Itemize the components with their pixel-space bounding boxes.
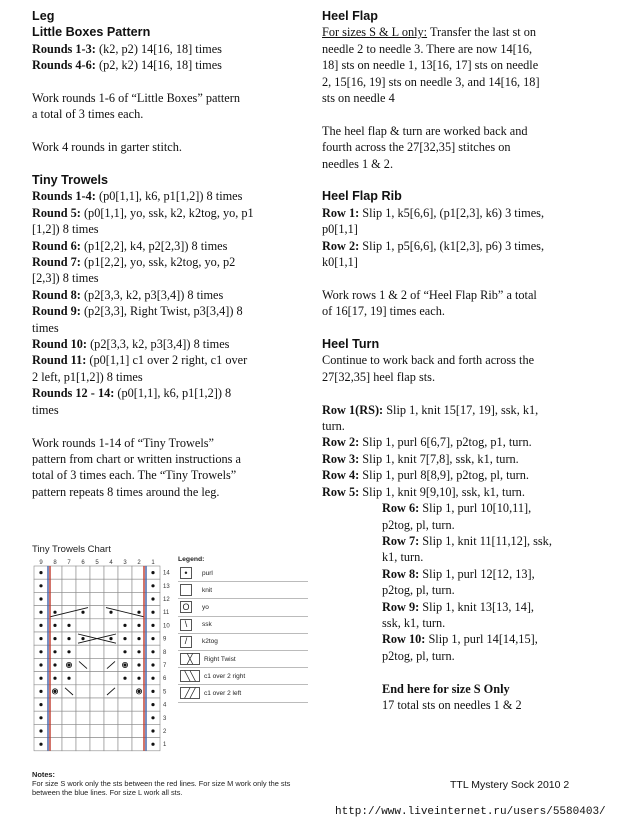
row-number: 5	[163, 689, 167, 696]
purl-mark	[67, 677, 70, 680]
chart-cell	[90, 579, 104, 592]
legend-item	[178, 565, 308, 582]
tt-rounds	[32, 188, 300, 418]
legend-item	[178, 651, 308, 668]
column-number: 8	[53, 560, 57, 566]
chart-cell	[104, 592, 118, 605]
tt-round	[32, 385, 300, 401]
purl-mark	[39, 703, 42, 706]
purl-mark	[137, 690, 140, 693]
chart-cell	[104, 579, 118, 592]
tt-round	[32, 287, 300, 303]
heel-turn-heading: Heel Turn	[322, 337, 380, 352]
purl-mark	[53, 690, 56, 693]
purl-mark	[39, 637, 42, 640]
c1-over-2-right-icon: ╲╲	[180, 670, 200, 682]
column-number: 9	[39, 560, 43, 566]
ht-row-label: Row 9:	[382, 599, 420, 614]
chart-cell	[62, 724, 76, 737]
tt-work-line: total of 3 times each. The “Tiny Trowels”	[32, 468, 237, 483]
row-number: 3	[163, 715, 167, 722]
ht-row-text: Slip 1, purl 6[6,7], p2tog, p1, turn.	[359, 435, 532, 450]
chart-cell	[62, 566, 76, 579]
chart-cell	[104, 738, 118, 751]
tt-round-cont: [2,3]) 8 times	[32, 271, 99, 286]
purl-mark	[53, 677, 56, 680]
purl-mark	[53, 650, 56, 653]
tt-round-label: Round 5:	[32, 205, 81, 220]
tt-round-cont: 2 left, p1[1,2]) 8 times	[32, 369, 143, 384]
ht-row	[322, 467, 590, 483]
purl-mark	[39, 611, 42, 614]
chart-cell	[62, 738, 76, 751]
page-footer: TTL Mystery Sock 2010 2	[450, 779, 570, 791]
lb-round-1-text: (k2, p2) 14[16, 18] times	[95, 41, 222, 56]
row-number: 7	[163, 663, 167, 669]
purl-mark	[39, 716, 42, 719]
tt-round	[32, 254, 300, 270]
chart-cell	[76, 592, 90, 605]
purl-mark	[123, 624, 126, 627]
purl-mark	[151, 597, 154, 600]
chart-cell	[118, 724, 132, 737]
end-size-s-heading: End here for size S Only	[382, 681, 510, 696]
ht-row-cont: p2tog, pl, turn.	[382, 583, 455, 598]
hf-sizes-note: For sizes S & L only:	[322, 25, 428, 40]
tt-round-text: (p2[3,3, k2, p3[3,4]) 8 times	[80, 287, 224, 302]
chart-cell	[118, 698, 132, 711]
ht-row-cont: p2tog, pl, turn.	[382, 648, 455, 663]
purl-mark	[151, 624, 154, 627]
chart-cell	[90, 685, 104, 698]
legend-label: c1 over 2 left	[204, 689, 242, 697]
ht-row-label: Row 10:	[382, 632, 426, 647]
row-number: 11	[163, 610, 170, 617]
chart-title: Tiny Trowels Chart	[32, 544, 111, 555]
purl-mark	[39, 571, 42, 574]
c1-over-2-left-icon: ╱╱	[180, 687, 200, 699]
hf-line: 2, 15[16, 19] sts on needle 3, and 14[16, 18]	[322, 74, 540, 89]
chart-cell	[104, 698, 118, 711]
legend-title: Legend:	[178, 556, 205, 563]
tt-round-text: (p1[2,2], k4, p2[2,3]) 8 times	[80, 238, 228, 253]
chart-cell	[90, 619, 104, 632]
column-number: 1	[151, 560, 155, 566]
purl-mark	[39, 690, 42, 693]
ht-row-text: Slip 1, knit 11[11,12], ssk,	[419, 533, 552, 548]
hf-first-text: Transfer the last st on	[427, 25, 537, 40]
tt-round-text: (p2[3,3, k2, p3[3,4]) 8 times	[87, 337, 230, 352]
tt-round-label: Rounds 12 - 14:	[32, 386, 115, 401]
chart-cell	[104, 619, 118, 632]
legend-rows	[178, 565, 308, 703]
purl-mark	[39, 743, 42, 746]
purl-mark	[39, 597, 42, 600]
legend-label: Right Twist	[204, 655, 236, 663]
legend-label: yo	[202, 603, 209, 611]
purl-mark	[53, 637, 56, 640]
ht-row	[382, 566, 590, 582]
row-number: 2	[163, 729, 167, 735]
purl-mark	[67, 624, 70, 627]
ht-row	[322, 434, 590, 450]
chart-cell	[90, 698, 104, 711]
tt-round	[32, 188, 300, 204]
chart-cell	[118, 685, 132, 698]
chart-cell	[62, 592, 76, 605]
chart-cell	[90, 672, 104, 685]
lb-round-2	[32, 57, 300, 73]
tt-round	[32, 238, 300, 254]
legend-item	[178, 617, 308, 634]
row-number: 9	[163, 636, 167, 643]
purl-mark	[81, 637, 84, 640]
chart-cell	[90, 592, 104, 605]
ht-row-text: Slip 1, knit 7[7,8], ssk, k1, turn.	[359, 451, 519, 466]
tt-round	[32, 352, 300, 368]
ht-row	[322, 402, 590, 418]
ht-row-label: Row 1(RS):	[322, 402, 384, 417]
chart-cell	[104, 672, 118, 685]
lb-work-line-1: Work rounds 1-6 of “Little Boxes” pattern	[32, 91, 241, 106]
ht-row-cont: k1, turn.	[382, 550, 424, 565]
chart-cell	[76, 566, 90, 579]
tt-round-label: Rounds 1-4:	[32, 189, 96, 204]
chart-cell	[90, 566, 104, 579]
purl-mark	[151, 650, 154, 653]
ht-row-cont: p2tog, pl, turn.	[382, 517, 455, 532]
column-number: 3	[123, 560, 127, 566]
legend-label: c1 over 2 right	[204, 672, 246, 680]
purl-mark	[123, 650, 126, 653]
purl-mark	[137, 624, 140, 627]
purl-mark	[39, 650, 42, 653]
ht-row-label: Row 4:	[322, 468, 360, 483]
ht-row-text: Slip 1, purl 12[12, 13],	[419, 566, 535, 581]
row-number: 13	[163, 583, 170, 590]
chart-cell	[90, 724, 104, 737]
hfr-row-text: Slip 1, k5[6,6], (p1[2,3], k6) 3 times,	[359, 205, 545, 220]
tt-round-label: Round 8:	[32, 287, 81, 302]
tt-round-label: Round 11:	[32, 353, 87, 368]
hfr-work-line: Work rows 1 & 2 of “Heel Flap Rib” a total	[322, 287, 537, 302]
legend-label: k2tog	[202, 638, 218, 646]
leg-heading: Leg	[32, 9, 55, 23]
column-number: 2	[137, 560, 141, 566]
chart-cell	[62, 711, 76, 724]
chart-legend	[178, 556, 308, 703]
purl-mark	[39, 729, 42, 732]
ht-row-text: Slip 1, knit 9[9,10], ssk, k1, turn.	[359, 484, 525, 499]
row-number: 12	[163, 597, 170, 603]
hf-back-line: The heel flap & turn are worked back and	[322, 123, 528, 138]
row-number: 10	[163, 623, 170, 630]
purl-mark	[123, 663, 126, 666]
legend-item	[178, 668, 308, 685]
chart-cell	[118, 566, 132, 579]
right-twist-icon: ╳	[180, 653, 200, 665]
chart-cell	[90, 645, 104, 658]
chart-cell	[76, 672, 90, 685]
purl-mark	[137, 611, 140, 614]
purl-mark	[137, 677, 140, 680]
lb-work-line-2: a total of 3 times each.	[32, 107, 144, 122]
hfr-row-label: Row 2:	[322, 238, 360, 253]
hf-back-line: fourth across the 27[32,35] stitches on	[322, 140, 511, 155]
chart-cell	[90, 711, 104, 724]
chart-cell	[62, 698, 76, 711]
end-size-s-text: 17 total sts on needles 1 & 2	[382, 697, 522, 712]
left-column	[32, 8, 300, 500]
yo-icon: O	[180, 601, 192, 613]
ht-intro-line: Continue to work back and forth across the	[322, 353, 535, 368]
chart-cell	[90, 658, 104, 671]
chart-cell	[76, 619, 90, 632]
heel-flap-heading: Heel Flap	[322, 9, 378, 23]
purl-mark	[123, 637, 126, 640]
hf-first-line	[322, 24, 590, 40]
notes-line: between the blue lines. For size L work all sts.	[32, 788, 183, 797]
purl-mark	[151, 729, 154, 732]
tt-round-text: (p0[1,1], k6, p1[1,2]) 8	[114, 386, 232, 401]
tt-round	[32, 205, 300, 221]
purl-mark	[151, 663, 154, 666]
hfr-row-cont: k0[1,1]	[322, 255, 358, 270]
tiny-trowels-heading: Tiny Trowels	[32, 173, 109, 188]
ht-row-text: Slip 1, purl 10[10,11],	[419, 501, 532, 516]
little-boxes-heading: Little Boxes Pattern	[32, 25, 151, 40]
purl-mark	[151, 677, 154, 680]
legend-item	[178, 599, 308, 616]
ht-row-cont: ssk, k1, turn.	[382, 615, 446, 630]
purl-mark	[151, 584, 154, 587]
purl-mark	[67, 637, 70, 640]
chart-cell	[118, 579, 132, 592]
purl-mark	[151, 690, 154, 693]
ht-row-label: Row 7:	[382, 533, 420, 548]
chart-cell	[118, 711, 132, 724]
purl-mark	[109, 611, 112, 614]
notes-title: Notes:	[32, 770, 55, 779]
ht-row	[382, 631, 590, 647]
tt-round-text: (p0[1,1], k6, p1[1,2]) 8 times	[95, 189, 243, 204]
chart-notes	[32, 770, 342, 797]
tt-round-label: Round 9:	[32, 304, 81, 319]
chart-cell	[104, 566, 118, 579]
chart-cell	[62, 579, 76, 592]
chart-cell	[104, 645, 118, 658]
purl-mark	[137, 650, 140, 653]
ht-row-label: Row 3:	[322, 451, 360, 466]
row-number: 1	[163, 742, 167, 749]
notes-line: For size S work only the sts between the red lines. For size M work only the sts	[32, 779, 291, 788]
source-watermark: http://www.liveinternet.ru/users/5580403/	[335, 806, 606, 818]
ht-row-label: Row 6:	[382, 501, 420, 516]
legend-item	[178, 634, 308, 651]
tt-round-text: (p2[3,3], Right Twist, p3[3,4]) 8	[80, 304, 243, 319]
purl-mark	[67, 650, 70, 653]
knit-icon	[180, 584, 192, 596]
purl-mark	[109, 637, 112, 640]
purl-mark	[137, 637, 140, 640]
tt-round-cont: [1,2]) 8 times	[32, 222, 99, 237]
purl-mark	[151, 571, 154, 574]
row-number: 4	[163, 702, 167, 709]
heel-flap-rib-heading: Heel Flap Rib	[322, 189, 402, 204]
ht-row-label: Row 5:	[322, 484, 360, 499]
chart-cell	[90, 606, 104, 619]
tt-round-label: Round 10:	[32, 337, 88, 352]
chart-cell	[76, 738, 90, 751]
legend-item	[178, 685, 308, 702]
tt-round-label: Round 7:	[32, 255, 81, 270]
tt-round-text: (p0[1,1], yo, ssk, k2, k2tog, yo, p1	[80, 205, 254, 220]
hfr-work-line: of 16[17, 19] times each.	[322, 304, 445, 319]
column-number: 7	[67, 560, 71, 566]
purl-mark	[67, 663, 70, 666]
ht-row	[382, 533, 590, 549]
garter-text: Work 4 rounds in garter stitch.	[32, 140, 182, 155]
purl-mark	[151, 743, 154, 746]
chart-cell	[76, 711, 90, 724]
legend-label: knit	[202, 586, 213, 594]
purl-mark	[137, 663, 140, 666]
tt-round-cont: times	[32, 402, 59, 417]
purl-mark	[53, 663, 56, 666]
ht-indented-rows	[322, 500, 590, 713]
hfr-row-cont: p0[1,1]	[322, 222, 358, 237]
tt-round-text: (p1[2,2], yo, ssk, k2tog, yo, p2	[80, 255, 236, 270]
ht-row-cont: turn.	[322, 419, 345, 434]
purl-mark	[53, 611, 56, 614]
tt-round-text: (p0[1,1] c1 over 2 right, c1 over	[86, 353, 248, 368]
ht-row-text: Slip 1, purl 8[8,9], p2tog, pl, turn.	[359, 468, 529, 483]
chart-cell	[104, 711, 118, 724]
purl-mark	[81, 611, 84, 614]
chart-cell	[76, 685, 90, 698]
k2tog-icon: /	[180, 636, 192, 648]
ht-row-label: Row 2:	[322, 435, 360, 450]
chart-cell	[90, 738, 104, 751]
lb-round-1-label: Rounds 1-3:	[32, 41, 96, 56]
legend-label: purl	[202, 569, 213, 577]
column-number: 5	[95, 560, 99, 566]
tt-round-label: Round 6:	[32, 238, 81, 253]
hfr-row-label: Row 1:	[322, 205, 360, 220]
ht-row-label: Row 8:	[382, 566, 420, 581]
ssk-icon: \	[180, 619, 192, 631]
tt-round	[32, 336, 300, 352]
legend-label: ssk	[202, 621, 212, 629]
chart-cell	[118, 738, 132, 751]
chart-cell	[76, 698, 90, 711]
lb-round-2-label: Rounds 4-6:	[32, 58, 96, 73]
ht-row	[382, 500, 590, 516]
hfr-row	[322, 205, 590, 221]
row-number: 6	[163, 676, 167, 683]
row-number: 14	[163, 570, 170, 577]
chart-grid	[32, 556, 180, 756]
chart-cell	[76, 724, 90, 737]
purl-mark	[39, 584, 42, 587]
lb-round-1	[32, 41, 300, 57]
ht-row	[382, 599, 590, 615]
tt-round-cont: times	[32, 320, 59, 335]
purl-mark	[39, 624, 42, 627]
chart-cell	[118, 592, 132, 605]
purl-mark	[151, 611, 154, 614]
purl-mark	[151, 637, 154, 640]
ht-intro-line: 27[32,35] heel flap sts.	[322, 369, 436, 384]
hfr-row-text: Slip 1, p5[6,6], (k1[2,3], p6) 3 times,	[359, 238, 545, 253]
hf-line: needle 2 to needle 3. There are now 14[16,	[322, 41, 533, 56]
hf-back-line: needles 1 & 2.	[322, 156, 394, 171]
purl-mark	[53, 624, 56, 627]
ht-row	[322, 451, 590, 467]
tt-work-line: Work rounds 1-14 of “Tiny Trowels”	[32, 435, 214, 450]
ht-row-text: Slip 1, knit 13[13, 14],	[419, 599, 535, 614]
ht-row-text: Slip 1, purl 14[14,15],	[425, 632, 538, 647]
purl-mark	[39, 663, 42, 666]
column-number: 6	[81, 560, 85, 566]
lb-round-2-text: (p2, k2) 14[16, 18] times	[95, 58, 222, 73]
purl-mark	[39, 677, 42, 680]
purl-icon: •	[180, 567, 192, 579]
tt-work-line: pattern repeats 8 times around the leg.	[32, 484, 220, 499]
tiny-trowels-chart	[32, 556, 180, 756]
tt-work-line: pattern from chart or written instructions a	[32, 451, 241, 466]
purl-mark	[151, 716, 154, 719]
right-column	[322, 8, 590, 713]
chart-cell	[104, 724, 118, 737]
legend-item	[178, 582, 308, 599]
ht-row	[322, 484, 590, 500]
tt-round	[32, 303, 300, 319]
hfr-row	[322, 238, 590, 254]
row-number: 8	[163, 649, 167, 656]
hf-line: 18] sts on needle 1, 13[16, 17] sts on needle	[322, 58, 539, 73]
hf-line: sts on needle 4	[322, 91, 395, 106]
purl-mark	[151, 703, 154, 706]
purl-mark	[123, 677, 126, 680]
chart-cell	[76, 579, 90, 592]
chart-cell	[76, 645, 90, 658]
ht-row-text: Slip 1, knit 15[17, 19], ssk, k1,	[383, 402, 539, 417]
column-number: 4	[109, 560, 113, 566]
